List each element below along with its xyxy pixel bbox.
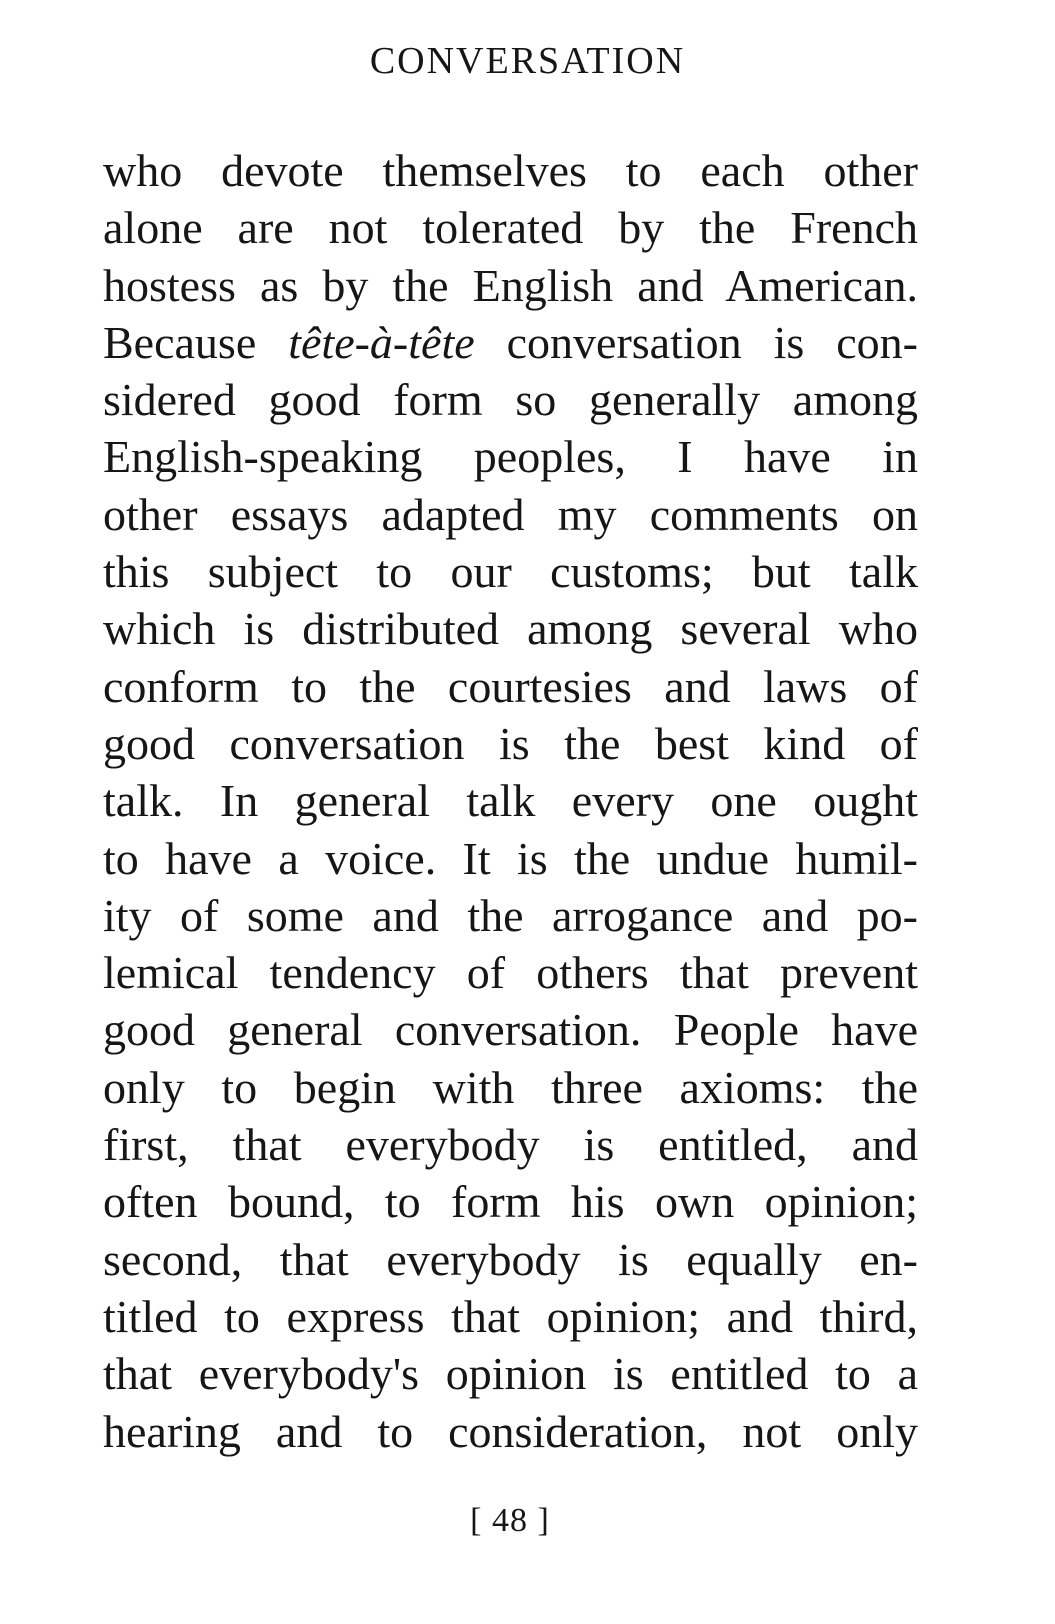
- text-line-21: titled to express that opinion; and third,: [103, 1290, 918, 1342]
- body-text: [103, 142, 918, 1460]
- text-line-6: English-speaking peoples, I have in: [103, 431, 918, 483]
- text-line-16: good general conversation. People have: [103, 1004, 918, 1056]
- text-line-13: to have a voice. It is the undue humil-: [103, 832, 918, 884]
- text-line-4: [103, 314, 918, 371]
- text-line-14: ity of some and the arrogance and po-: [103, 889, 918, 941]
- text-line-15: lemical tendency of others that prevent: [103, 947, 918, 999]
- text-line-20: second, that everybody is equally en-: [103, 1233, 918, 1285]
- text-line-22: that everybody's opinion is entitled to a: [103, 1348, 918, 1400]
- italic-phrase: tête-à-tête: [288, 316, 475, 368]
- text-line-3: hostess as by the English and American.: [103, 259, 918, 311]
- text-line-4-end: conversation is con-: [474, 316, 918, 368]
- text-line-18: first, that everybody is entitled, and: [103, 1119, 918, 1171]
- text-line-5: sidered good form so generally among: [103, 374, 918, 426]
- text-line-4-start: Because: [103, 316, 289, 368]
- text-line-10: conform to the courtesies and laws of: [103, 660, 918, 712]
- text-line-12: talk. In general talk every one ought: [103, 775, 918, 827]
- text-line-1: who devote themselves to each other: [103, 145, 918, 196]
- text-line-7: other essays adapted my comments on: [103, 488, 918, 540]
- text-line-11: good conversation is the best kind of: [103, 717, 918, 769]
- text-line-2: alone are not tolerated by the French: [103, 202, 918, 254]
- text-line-17: only to begin with three axioms: the: [103, 1061, 918, 1113]
- text-line-23: hearing and to consideration, not only: [103, 1405, 918, 1457]
- text-line-9: which is distributed among several who: [103, 603, 918, 655]
- text-line-19: often bound, to form his own opinion;: [103, 1176, 918, 1228]
- running-head: CONVERSATION: [369, 40, 686, 82]
- text-line-8: this subject to our customs; but talk: [103, 546, 918, 598]
- page-number: [ 48 ]: [470, 1502, 550, 1539]
